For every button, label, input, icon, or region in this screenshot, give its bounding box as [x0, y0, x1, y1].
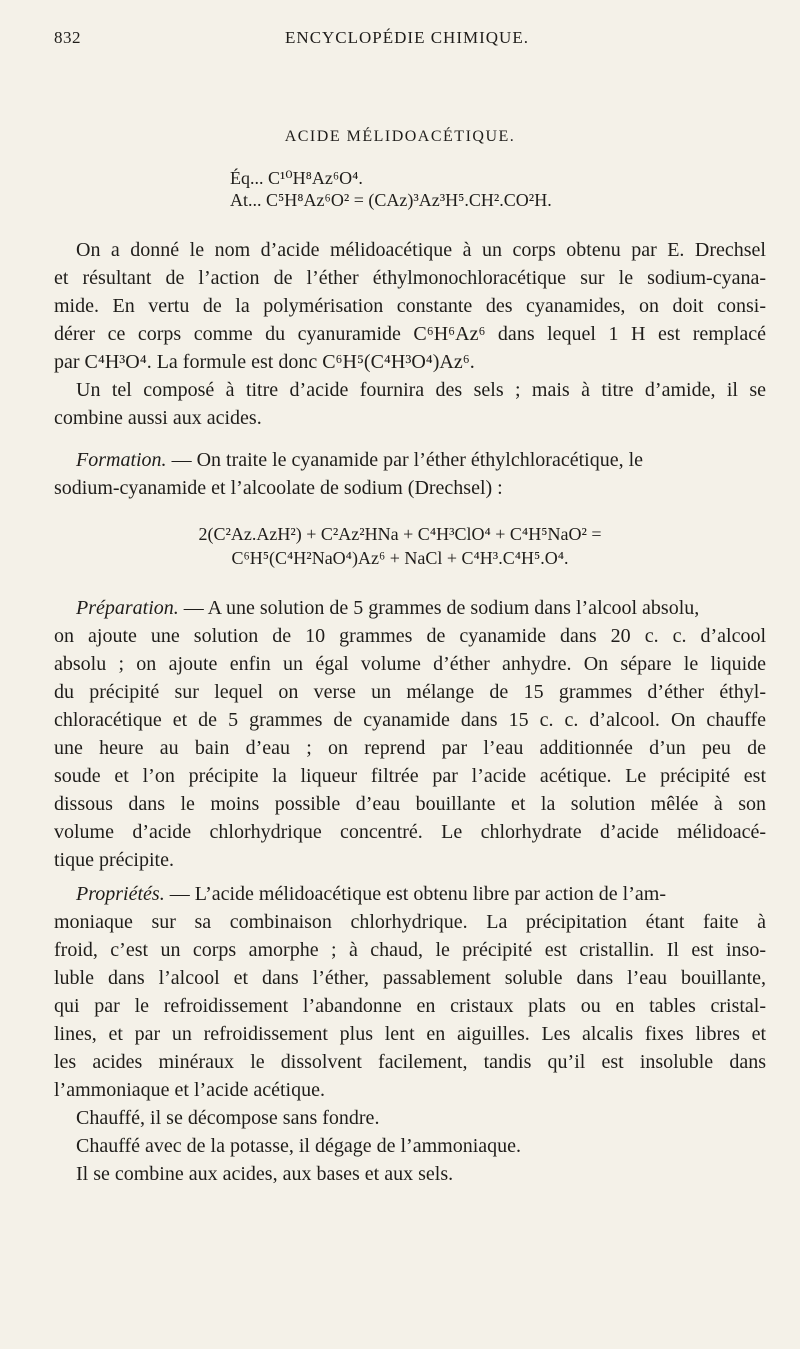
text-line: On a donné le nom d’acide mélidoacétique à un corps obtenu par E. Drechsel [76, 239, 766, 261]
text-line [54, 880, 766, 908]
page-number: 832 [54, 28, 81, 47]
text-line: volume d’acide chlorhydrique concentré. Le chlorhydrate d’acide mélidoacé- [54, 821, 766, 843]
text-line: dissous dans le moins possible d’eau bouillante et la solution mêlée à son [54, 793, 766, 815]
text-line: on ajoute une solution de 10 grammes de cyanamide dans 20 c. c. d’alcool [54, 625, 766, 647]
formation-heading: Formation. [76, 449, 167, 471]
formation-text: — On traite le cyanamide par l’éther éthylchloracétique, le [166, 449, 644, 471]
running-title: ENCYCLOPÉDIE CHIMIQUE. [285, 28, 529, 47]
text-line: combine aussi aux acides. [54, 407, 262, 429]
text-line: sodium-cyanamide et l’alcoolate de sodium (Drechsel) : [54, 477, 503, 499]
text-line: Un tel composé à titre d’acide fournira des sels ; mais à titre d’amide, il se [76, 379, 766, 401]
text-line: lines, et par un refroidissement plus lent en aiguilles. Les alcalis fixes libres et [54, 1023, 766, 1045]
preparation-text: — A une solution de 5 grammes de sodium dans l’alcool absolu, [178, 597, 700, 619]
section-title: ACIDE MÉLIDOACÉTIQUE. [284, 128, 516, 145]
intro-paragraph [54, 236, 766, 432]
proprietes-paragraph [54, 880, 766, 1188]
formation-paragraph [54, 446, 766, 502]
text-line: les acides minéraux le dissolvent facilement, tandis qu’il est insoluble dans [54, 1051, 766, 1073]
reaction-formula-line-2: C⁶H⁵(C⁴H²NaO⁴)Az⁶ + NaCl + C⁴H³.C⁴H⁵.O⁴. [231, 548, 569, 568]
text-line: mide. En vertu de la polymérisation constante des cyanamides, on doit consi- [54, 295, 766, 317]
text-line [54, 446, 766, 474]
reaction-formula-line-1: 2(C²Az.AzH²) + C²Az²HNa + C⁴H³ClO⁴ + C⁴H⁵NaO² = [198, 524, 602, 544]
equivalent-formula: Éq... C¹⁰H⁸Az⁶O⁴. [230, 168, 363, 188]
text-line: par C⁴H³O⁴. La formule est donc C⁶H⁵(C⁴H³O⁴)Az⁶. [54, 351, 475, 373]
text-line: chloracétique et de 5 grammes de cyanamide dans 15 c. c. d’alcool. On chauffe [54, 709, 766, 731]
text-line: dérer ce corps comme du cyanuramide C⁶H⁶Az⁶ dans lequel 1 H est remplacé [54, 323, 766, 345]
preparation-paragraph [54, 594, 766, 874]
text-line [54, 594, 766, 622]
atomic-formula: At... C⁵H⁸Az⁶O² = (CAz)³Az³H⁵.CH².CO²H. [230, 190, 552, 210]
text-line: soude et l’on précipite la liqueur filtrée par l’acide acétique. Le précipité est [54, 765, 766, 787]
text-line: froid, c’est un corps amorphe ; à chaud, le précipité est cristallin. Il est inso- [54, 939, 766, 961]
proprietes-heading: Propriétés. [76, 883, 165, 905]
proprietes-text: — L’acide mélidoacétique est obtenu libre par action de l’am- [164, 883, 666, 905]
page-header [54, 28, 760, 52]
text-line: Chauffé avec de la potasse, il dégage de l’ammoniaque. [76, 1135, 522, 1157]
text-line: absolu ; on ajoute enfin un égal volume d’éther anhydre. On sépare le liquide [54, 653, 766, 675]
text-line: du précipité sur lequel on verse un mélange de 15 grammes d’éther éthyl- [54, 681, 766, 703]
text-line: Il se combine aux acides, aux bases et aux sels. [76, 1163, 454, 1185]
text-line: l’ammoniaque et l’acide acétique. [54, 1079, 325, 1101]
text-line: et résultant de l’action de l’éther éthylmonochloracétique sur le sodium-cyana- [54, 267, 766, 289]
text-line: une heure au bain d’eau ; on reprend par l’eau additionnée d’un peu de [54, 737, 766, 759]
text-line: tique précipite. [54, 849, 174, 871]
text-line: Chauffé, il se décompose sans fondre. [76, 1107, 380, 1129]
preparation-heading: Préparation. [76, 597, 179, 619]
text-line: moniaque sur sa combinaison chlorhydrique. La précipitation étant faite à [54, 911, 766, 933]
text-line: qui par le refroidissement l’abandonne en cristaux plats ou en tables cristal- [54, 995, 766, 1017]
text-line: luble dans l’alcool et dans l’éther, passablement soluble dans l’eau bouillante, [54, 967, 766, 989]
